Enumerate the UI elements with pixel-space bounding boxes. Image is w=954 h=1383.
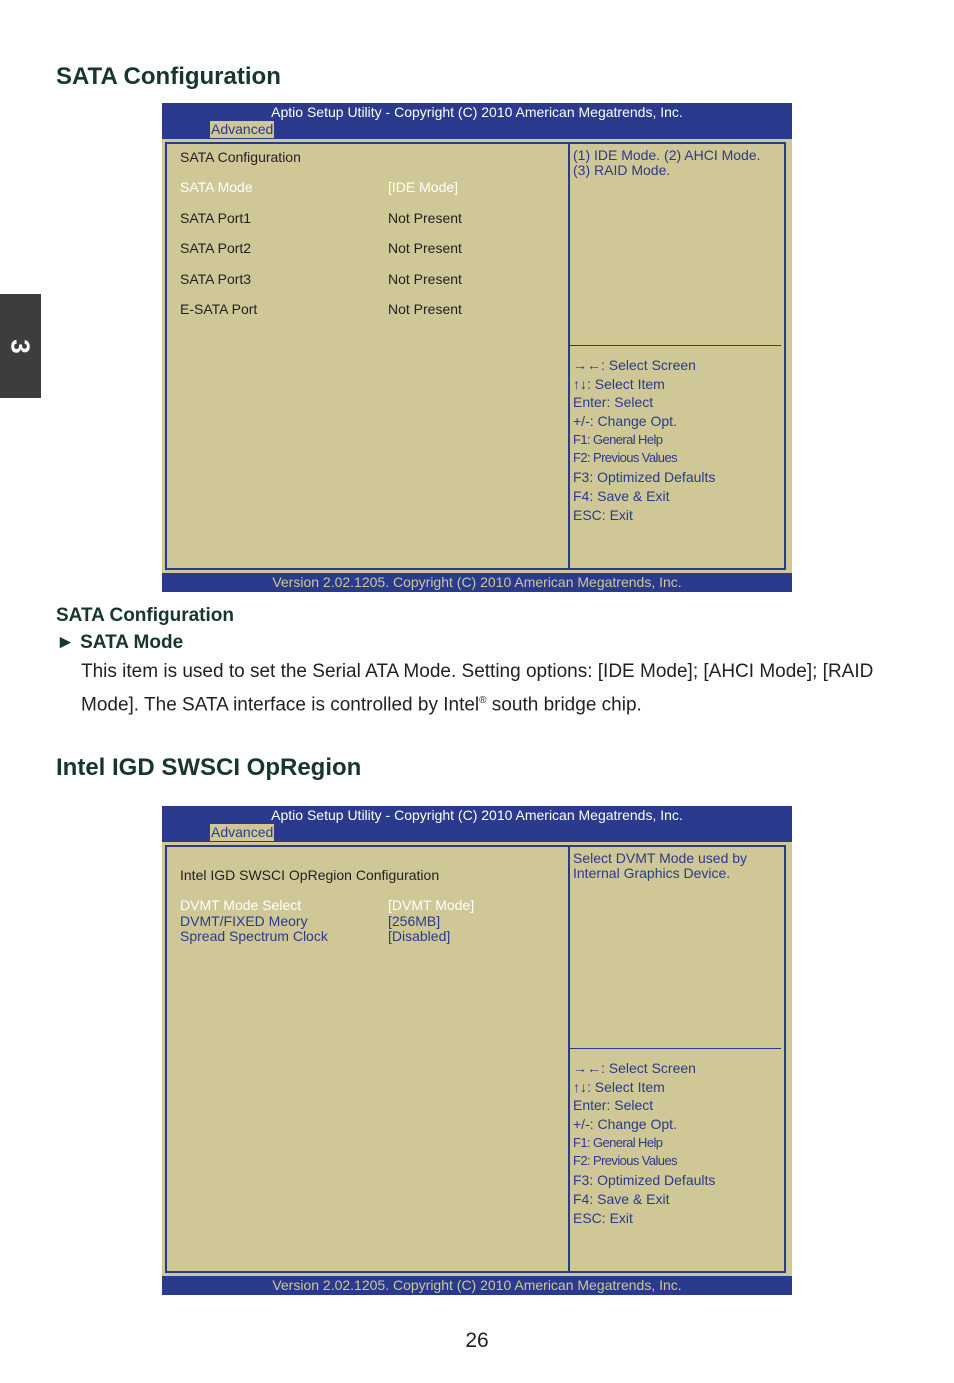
setting-label: SATA Port1 [180,210,252,226]
pane-title: SATA Configuration [180,149,301,165]
tab-advanced[interactable]: Advanced [211,824,274,840]
settings-pane [165,845,570,1273]
bios-header-title: Aptio Setup Utility - Copyright (C) 2010 American Megatrends, Inc. [271,104,683,120]
description-text-end: south bridge chip. [486,694,642,716]
bios-header-title: Aptio Setup Utility - Copyright (C) 2010 American Megatrends, Inc. [271,807,683,823]
section-title-igd: Intel IGD SWSCI OpRegion [56,754,362,781]
setting-value: [256MB] [388,913,441,929]
key-change-opt: +/-: Change Opt. [573,413,677,430]
chapter-number: 3 [6,338,36,354]
setting-label: SATA Port3 [180,271,252,287]
key-f4: F4: Save & Exit [573,487,670,504]
key-select-item: ↑↓: Select Item [573,1078,665,1095]
setting-value: [IDE Mode] [388,179,459,195]
key-f3: F3: Optimized Defaults [573,1172,716,1189]
help-text: (1) IDE Mode. (2) AHCI Mode. (3) RAID Mode. [573,147,761,178]
help-pane [567,845,786,1273]
help-divider [570,1048,781,1049]
setting-esata-port [180,301,462,317]
setting-value: Not Present [388,210,462,226]
description-text [81,657,911,719]
key-f1: F1: General Help [573,1134,663,1150]
key-legend [573,1059,715,1227]
key-select-screen: →←: Select Screen [573,1060,696,1076]
page-number: 26 [465,1329,489,1352]
description-text-main: This item is used to set the Serial ATA Mode. Setting options: [IDE Mode]; [AHCI Mode]; [RAID Mode]. The SATA interface is controlled by Intel [81,661,874,716]
bios-screen-sata [162,103,792,592]
tab-advanced[interactable]: Advanced [211,121,274,137]
setting-value: [DVMT Mode] [388,897,475,913]
setting-value: [Disabled] [388,928,451,944]
description-heading: SATA Configuration [56,605,235,626]
key-select-screen: →←: Select Screen [573,357,696,373]
settings-pane [165,142,570,570]
setting-dvmt-fixed-memory[interactable] [180,913,441,929]
key-f3: F3: Optimized Defaults [573,469,716,486]
chapter-tab [0,294,41,398]
setting-value: Not Present [388,301,462,317]
section-title-sata: SATA Configuration [56,63,281,90]
setting-label: SATA Mode [180,179,253,195]
bios-header-bar [162,103,792,139]
setting-label: Spread Spectrum Clock [180,928,328,944]
setting-label: DVMT Mode Select [180,897,302,913]
pane-title: Intel IGD SWSCI OpRegion Configuration [180,867,440,883]
key-legend [573,356,715,524]
setting-label: SATA Port2 [180,240,252,256]
help-divider [570,345,781,346]
key-select-item: ↑↓: Select Item [573,375,665,392]
key-enter: Enter: Select [573,394,654,411]
registered-mark: ® [479,695,487,706]
setting-sata-port3 [180,271,462,287]
bios-header-bar [162,806,792,842]
key-f1: F1: General Help [573,431,663,447]
setting-label: DVMT/FIXED Meory [180,913,308,929]
setting-sata-mode[interactable] [180,179,459,195]
setting-dvmt-mode-select[interactable] [180,897,475,913]
bios-footer-bar: Version 2.02.1205. Copyright (C) 2010 American Megatrends, Inc. [162,1276,792,1295]
setting-value: Not Present [388,271,462,287]
setting-label: E-SATA Port [180,301,258,317]
setting-sata-port2 [180,240,462,256]
key-esc: ESC: Exit [573,1209,633,1226]
description-subheading: ► SATA Mode [56,632,184,653]
setting-value: Not Present [388,240,462,256]
key-f2: F2: Previous Values [573,450,677,466]
help-pane [567,142,786,570]
key-f2: F2: Previous Values [573,1153,677,1169]
key-change-opt: +/-: Change Opt. [573,1116,677,1133]
bios-screen-igd [162,806,792,1295]
setting-sata-port1 [180,210,462,226]
key-f4: F4: Save & Exit [573,1190,670,1207]
setting-spread-spectrum-clock[interactable] [180,928,451,944]
key-enter: Enter: Select [573,1097,654,1114]
bios-footer-bar: Version 2.02.1205. Copyright (C) 2010 American Megatrends, Inc. [162,573,792,592]
help-text: Select DVMT Mode used by Internal Graphics Device. [573,850,748,881]
key-esc: ESC: Exit [573,506,633,523]
